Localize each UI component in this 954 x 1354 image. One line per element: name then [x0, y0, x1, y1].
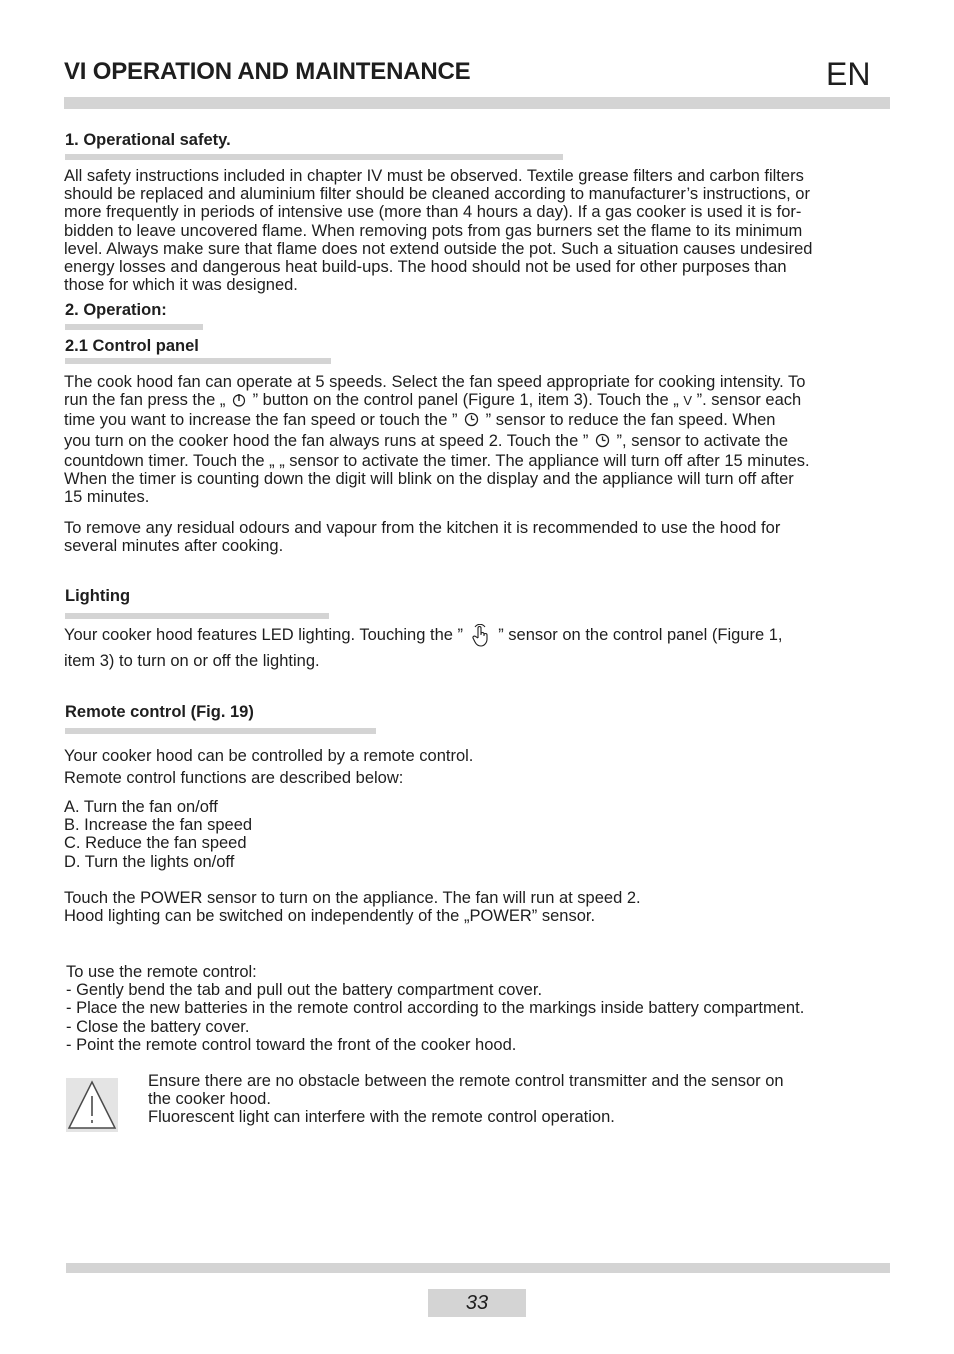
warning-text: Ensure there are no obstacle between the remote control transmitter and the sensor on the cooker hood. Fluorescent light can interfere with the remote control operation.: [148, 1072, 784, 1127]
power-icon: [232, 393, 246, 411]
page-title: VI OPERATION AND MAINTENANCE: [64, 58, 471, 85]
remote-intro: Your cooker hood can be controlled by a remote control.: [64, 747, 474, 765]
residual-odours-text: To remove any residual odours and vapour from the kitchen it is recommended to use the hood for several minutes after cooking.: [64, 519, 781, 556]
remote-functions-list: [64, 798, 252, 871]
list-item: C. Reduce the fan speed: [64, 834, 247, 853]
section-underline: [65, 324, 203, 330]
section-heading-operational-safety: 1. Operational safety.: [65, 131, 231, 149]
remote-usage-steps: [66, 963, 804, 1054]
header-divider: [64, 97, 890, 109]
control-panel-line: you turn on the cooker hood the fan always runs at speed 2. Touch the ” ”, sensor to activate the: [64, 432, 904, 452]
language-code: EN: [826, 56, 871, 92]
control-panel-line: run the fan press the „ ” button on the control panel (Figure 1, item 3). Touch the „ V ”. sensor each: [64, 391, 904, 411]
section-heading-lighting: Lighting: [65, 587, 131, 605]
control-panel-line: 15 minutes.: [64, 488, 150, 507]
remote-intro: Remote control functions are described below:: [64, 769, 404, 787]
lighting-text: Your cooker hood features LED lighting. Touching the ” ” sensor on the control panel (Figure 1, item 3) to turn on or off the lighting.: [64, 626, 783, 671]
footer-divider: [66, 1263, 890, 1273]
power-sensor-text: Touch the POWER sensor to turn on the appliance. The fan will run at speed 2. Hood lighting can be switched on independently of the „POWER” sensor.: [64, 889, 641, 926]
control-panel-line: countdown timer. Touch the „ „ sensor to activate the timer. The appliance will turn off after 15 minutes.: [64, 451, 810, 470]
section-heading-operation: 2. Operation:: [65, 301, 167, 319]
list-item: B. Increase the fan speed: [64, 816, 253, 835]
section-underline: [65, 613, 329, 619]
light-hand-icon: [470, 624, 492, 652]
section-underline: [65, 358, 331, 364]
section-underline: [65, 154, 563, 160]
operational-safety-text: All safety instructions included in chapter IV must be observed. Textile grease filters and carbon filters should be replaced and aluminium filter should be cleaned according to manufacturer’s instructions, or more frequently in periods of intensive use (more than 4 hours a day). If a gas cooker is used it is for- bidden to leave uncovered flame. When removing pots from gas burners set the flame to its minimum level. Always make sure that flame does not extend outside the pot. Such a situation causes undesired energy losses and dangerous heat build-ups. The hood should not be used for other purposes than those for which it was designed.: [64, 167, 813, 295]
section-underline: [65, 728, 376, 734]
list-item: - Gently bend the tab and pull out the battery compartment cover.: [66, 981, 543, 1000]
control-panel-line: When the timer is counting down the digit will blink on the display and the appliance will turn off after: [64, 470, 794, 489]
control-panel-line: time you want to increase the fan speed or touch the ” ” sensor to reduce the fan speed. When: [64, 411, 904, 431]
list-item: D. Turn the lights on/off: [64, 852, 235, 871]
timer-icon: [595, 433, 610, 452]
list-item: To use the remote control:: [66, 963, 257, 981]
control-panel-text: [64, 373, 904, 506]
section-heading-remote-control: Remote control (Fig. 19): [65, 703, 254, 721]
list-item: A. Turn the fan on/off: [64, 798, 218, 816]
section-heading-control-panel: 2.1 Control panel: [65, 337, 199, 355]
list-item: - Place the new batteries in the remote control according to the markings inside battery compartment.: [66, 999, 805, 1018]
list-item: - Point the remote control toward the front of the cooker hood.: [66, 1035, 517, 1054]
speed-up-symbol: V: [683, 393, 693, 409]
page-number: 33: [428, 1289, 526, 1317]
warning-icon: [66, 1078, 118, 1132]
list-item: - Close the battery cover.: [66, 1017, 250, 1036]
timer-icon: [464, 412, 479, 431]
control-panel-line: The cook hood fan can operate at 5 speeds. Select the fan speed appropriate for cooking intensity. To: [64, 373, 806, 391]
